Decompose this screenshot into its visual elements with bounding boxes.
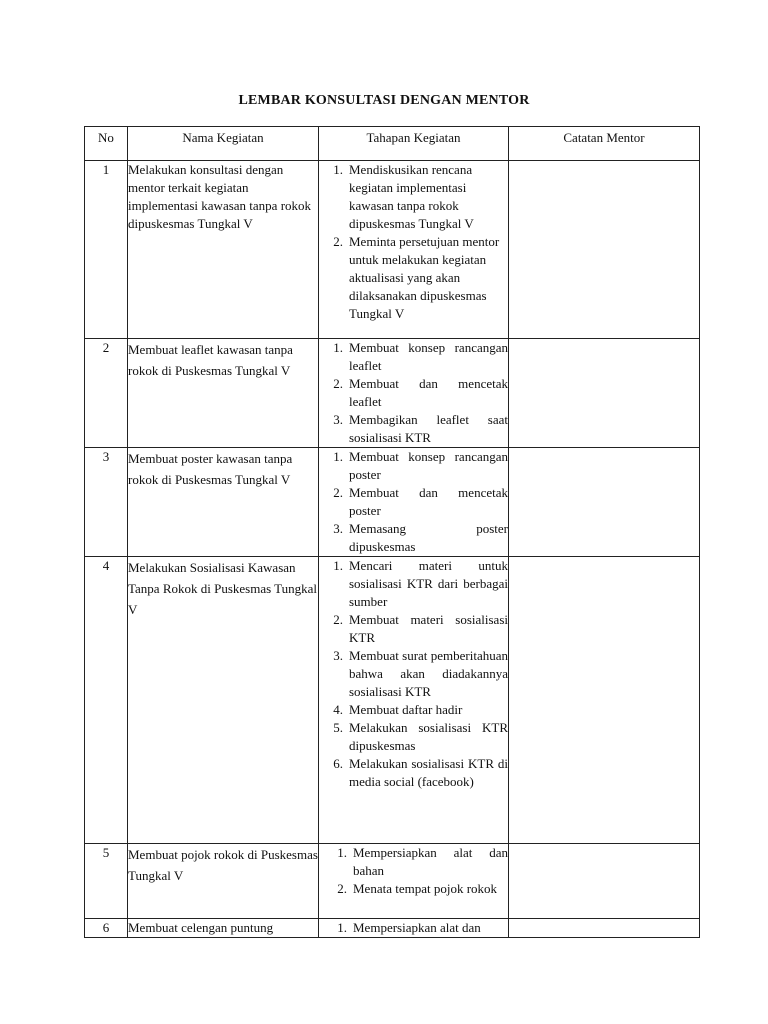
step-number: 5. [333,720,343,735]
header-catatan-mentor: Catatan Mentor [509,127,700,161]
step-number: 1. [337,920,347,935]
mentor-notes-cell[interactable] [509,919,700,938]
list-item [319,484,508,520]
activity-steps [319,339,509,448]
list-item [319,448,508,484]
activity-steps [319,557,509,844]
header-nama-kegiatan: Nama Kegiatan [128,127,319,161]
table-row [85,448,700,557]
list-item [319,844,508,880]
header-tahapan-kegiatan: Tahapan Kegiatan [319,127,509,161]
step-text: Membuat konsep rancangan poster [349,449,508,482]
header-no: No [85,127,128,161]
step-text: Mempersiapkan alat dan bahan [353,845,508,878]
list-item [319,611,508,647]
row-number: 4 [85,557,128,844]
list-item [319,880,508,898]
list-item [319,557,508,611]
mentor-notes-cell[interactable] [509,339,700,448]
step-text: Membuat konsep rancangan leaflet [349,340,508,373]
activity-name: Membuat poster kawasan tanpa rokok di Puskesmas Tungkal V [128,448,319,557]
table-row [85,339,700,448]
row-number: 3 [85,448,128,557]
list-item [319,919,508,937]
step-number: 3. [333,412,343,427]
list-item [319,161,508,233]
step-number: 3. [333,521,343,536]
table-row [85,557,700,844]
step-text: Mencari materi untuk sosialisasi KTR dari berbagai sumber [349,558,508,609]
mentor-notes-cell[interactable] [509,161,700,339]
step-text: Meminta persetujuan mentor untuk melakukan kegiatan aktualisasi yang akan dilaksanakan dipuskesmas Tungkal V [349,234,500,321]
activity-steps [319,844,509,919]
step-number: 2. [333,234,343,249]
consultation-table [84,126,700,938]
row-number: 2 [85,339,128,448]
activity-name: Membuat celengan puntung [128,919,319,938]
activity-steps [319,919,509,938]
list-item [319,233,508,323]
step-number: 4. [333,702,343,717]
step-number: 2. [337,881,347,896]
row-number: 6 [85,919,128,938]
step-text: Membuat materi sosialisasi KTR [349,612,508,645]
list-item [319,411,508,447]
row-number: 5 [85,844,128,919]
step-number: 1. [333,449,343,464]
activity-name: Membuat leaflet kawasan tanpa rokok di Puskesmas Tungkal V [128,339,319,448]
row-number: 1 [85,161,128,339]
table-header-row [85,127,700,161]
mentor-notes-cell[interactable] [509,844,700,919]
step-number: 2. [333,485,343,500]
table-row [85,161,700,339]
list-item [319,755,508,791]
activity-name: Melakukan Sosialisasi Kawasan Tanpa Rokok di Puskesmas Tungkal V [128,557,319,844]
table-row [85,844,700,919]
step-text: Mendiskusikan rencana kegiatan implementasi kawasan tanpa rokok dipuskesmas Tungkal V [349,162,474,231]
mentor-notes-cell[interactable] [509,557,700,844]
step-text: Membuat dan mencetak poster [349,485,508,518]
list-item [319,375,508,411]
step-number: 1. [333,340,343,355]
step-text: Membuat surat pemberitahuan bahwa akan diadakannya sosialisasi KTR [349,648,508,699]
step-number: 1. [337,845,347,860]
step-text: Membuat dan mencetak leaflet [349,376,508,409]
step-text: Melakukan sosialisasi KTR dipuskesmas [349,720,508,753]
activity-name: Melakukan konsultasi dengan mentor terkait kegiatan implementasi kawasan tanpa rokok dipuskesmas Tungkal V [128,161,319,339]
activity-steps [319,448,509,557]
page-title: LEMBAR KONSULTASI DENGAN MENTOR [238,93,530,108]
activity-steps [319,161,509,339]
list-item [319,701,508,719]
step-number: 2. [333,612,343,627]
list-item [319,719,508,755]
step-text: Memasang poster dipuskesmas [349,521,508,554]
step-text: Melakukan sosialisasi KTR di media social (facebook) [349,756,508,789]
step-number: 6. [333,756,343,771]
list-item [319,647,508,701]
list-item [319,339,508,375]
step-number: 1. [333,162,343,177]
step-text: Menata tempat pojok rokok [353,881,498,896]
mentor-notes-cell[interactable] [509,448,700,557]
step-text: Membuat daftar hadir [349,702,463,717]
step-number: 1. [333,558,343,573]
table-row [85,919,700,938]
step-number: 3. [333,648,343,663]
step-text: Membagikan leaflet saat sosialisasi KTR [349,412,508,445]
list-item [319,520,508,556]
activity-name: Membuat pojok rokok di Puskesmas Tungkal V [128,844,319,919]
step-number: 2. [333,376,343,391]
step-text: Mempersiapkan alat dan [353,920,481,935]
